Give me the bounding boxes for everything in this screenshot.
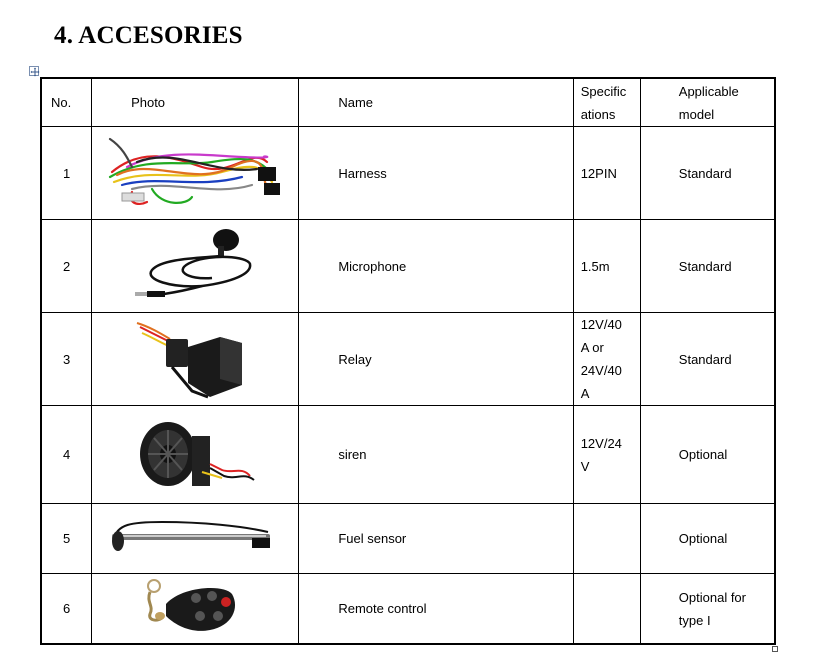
row-name: siren — [299, 406, 573, 504]
row-model — [640, 574, 774, 644]
table-row — [42, 220, 775, 313]
spec-line: 12V/24 — [580, 436, 622, 451]
harness-image — [92, 127, 299, 220]
header-no: No. — [42, 79, 92, 127]
table-row — [42, 504, 775, 574]
header-specifications — [573, 79, 640, 127]
row-name: Relay — [299, 313, 573, 406]
header-applicable-model — [640, 79, 774, 127]
row-model: Standard — [640, 220, 774, 313]
row-number: 3 — [42, 313, 92, 406]
model-line: type I — [678, 612, 711, 628]
model-line: Optional for — [678, 589, 746, 605]
header-name: Name — [299, 79, 573, 127]
table-header-row — [42, 79, 775, 127]
header-photo: Photo — [92, 79, 299, 127]
header-spec-line1: Specific — [580, 83, 627, 99]
spec-line: 12V/40 — [580, 317, 622, 332]
spec-line: 24V/40 — [580, 363, 622, 378]
row-spec — [573, 504, 640, 574]
relay-image — [92, 313, 299, 406]
spec-line: V — [580, 459, 590, 474]
row-spec — [573, 313, 640, 406]
row-model: Optional — [640, 504, 774, 574]
spec-line: A — [580, 386, 590, 401]
siren-image — [92, 406, 299, 504]
table-row — [42, 574, 775, 644]
row-name: Fuel sensor — [299, 504, 573, 574]
spec-line: A or — [580, 340, 604, 355]
table-row — [42, 313, 775, 406]
accessories-table — [41, 78, 775, 644]
row-model: Optional — [640, 406, 774, 504]
row-name: Microphone — [299, 220, 573, 313]
row-name: Remote control — [299, 574, 573, 644]
row-number: 5 — [42, 504, 92, 574]
row-model: Standard — [640, 127, 774, 220]
header-model-line1: Applicable — [678, 83, 739, 99]
table-row — [42, 406, 775, 504]
row-spec: 12PIN — [573, 127, 640, 220]
table-resize-handle[interactable] — [772, 646, 778, 652]
row-model: Standard — [640, 313, 774, 406]
microphone-image — [92, 220, 299, 313]
table-move-handle-icon[interactable] — [29, 66, 39, 76]
row-number: 2 — [42, 220, 92, 313]
row-name: Harness — [299, 127, 573, 220]
fuel-sensor-image — [92, 504, 299, 574]
header-model-line2: model — [678, 106, 715, 122]
row-number: 1 — [42, 127, 92, 220]
section-heading: 4. ACCESORIES — [54, 22, 243, 49]
row-spec — [573, 574, 640, 644]
row-spec — [573, 406, 640, 504]
header-spec-line2: ations — [580, 106, 616, 122]
row-number: 4 — [42, 406, 92, 504]
table-row — [42, 127, 775, 220]
row-spec: 1.5m — [573, 220, 640, 313]
remote-control-image — [92, 574, 299, 644]
row-number: 6 — [42, 574, 92, 644]
